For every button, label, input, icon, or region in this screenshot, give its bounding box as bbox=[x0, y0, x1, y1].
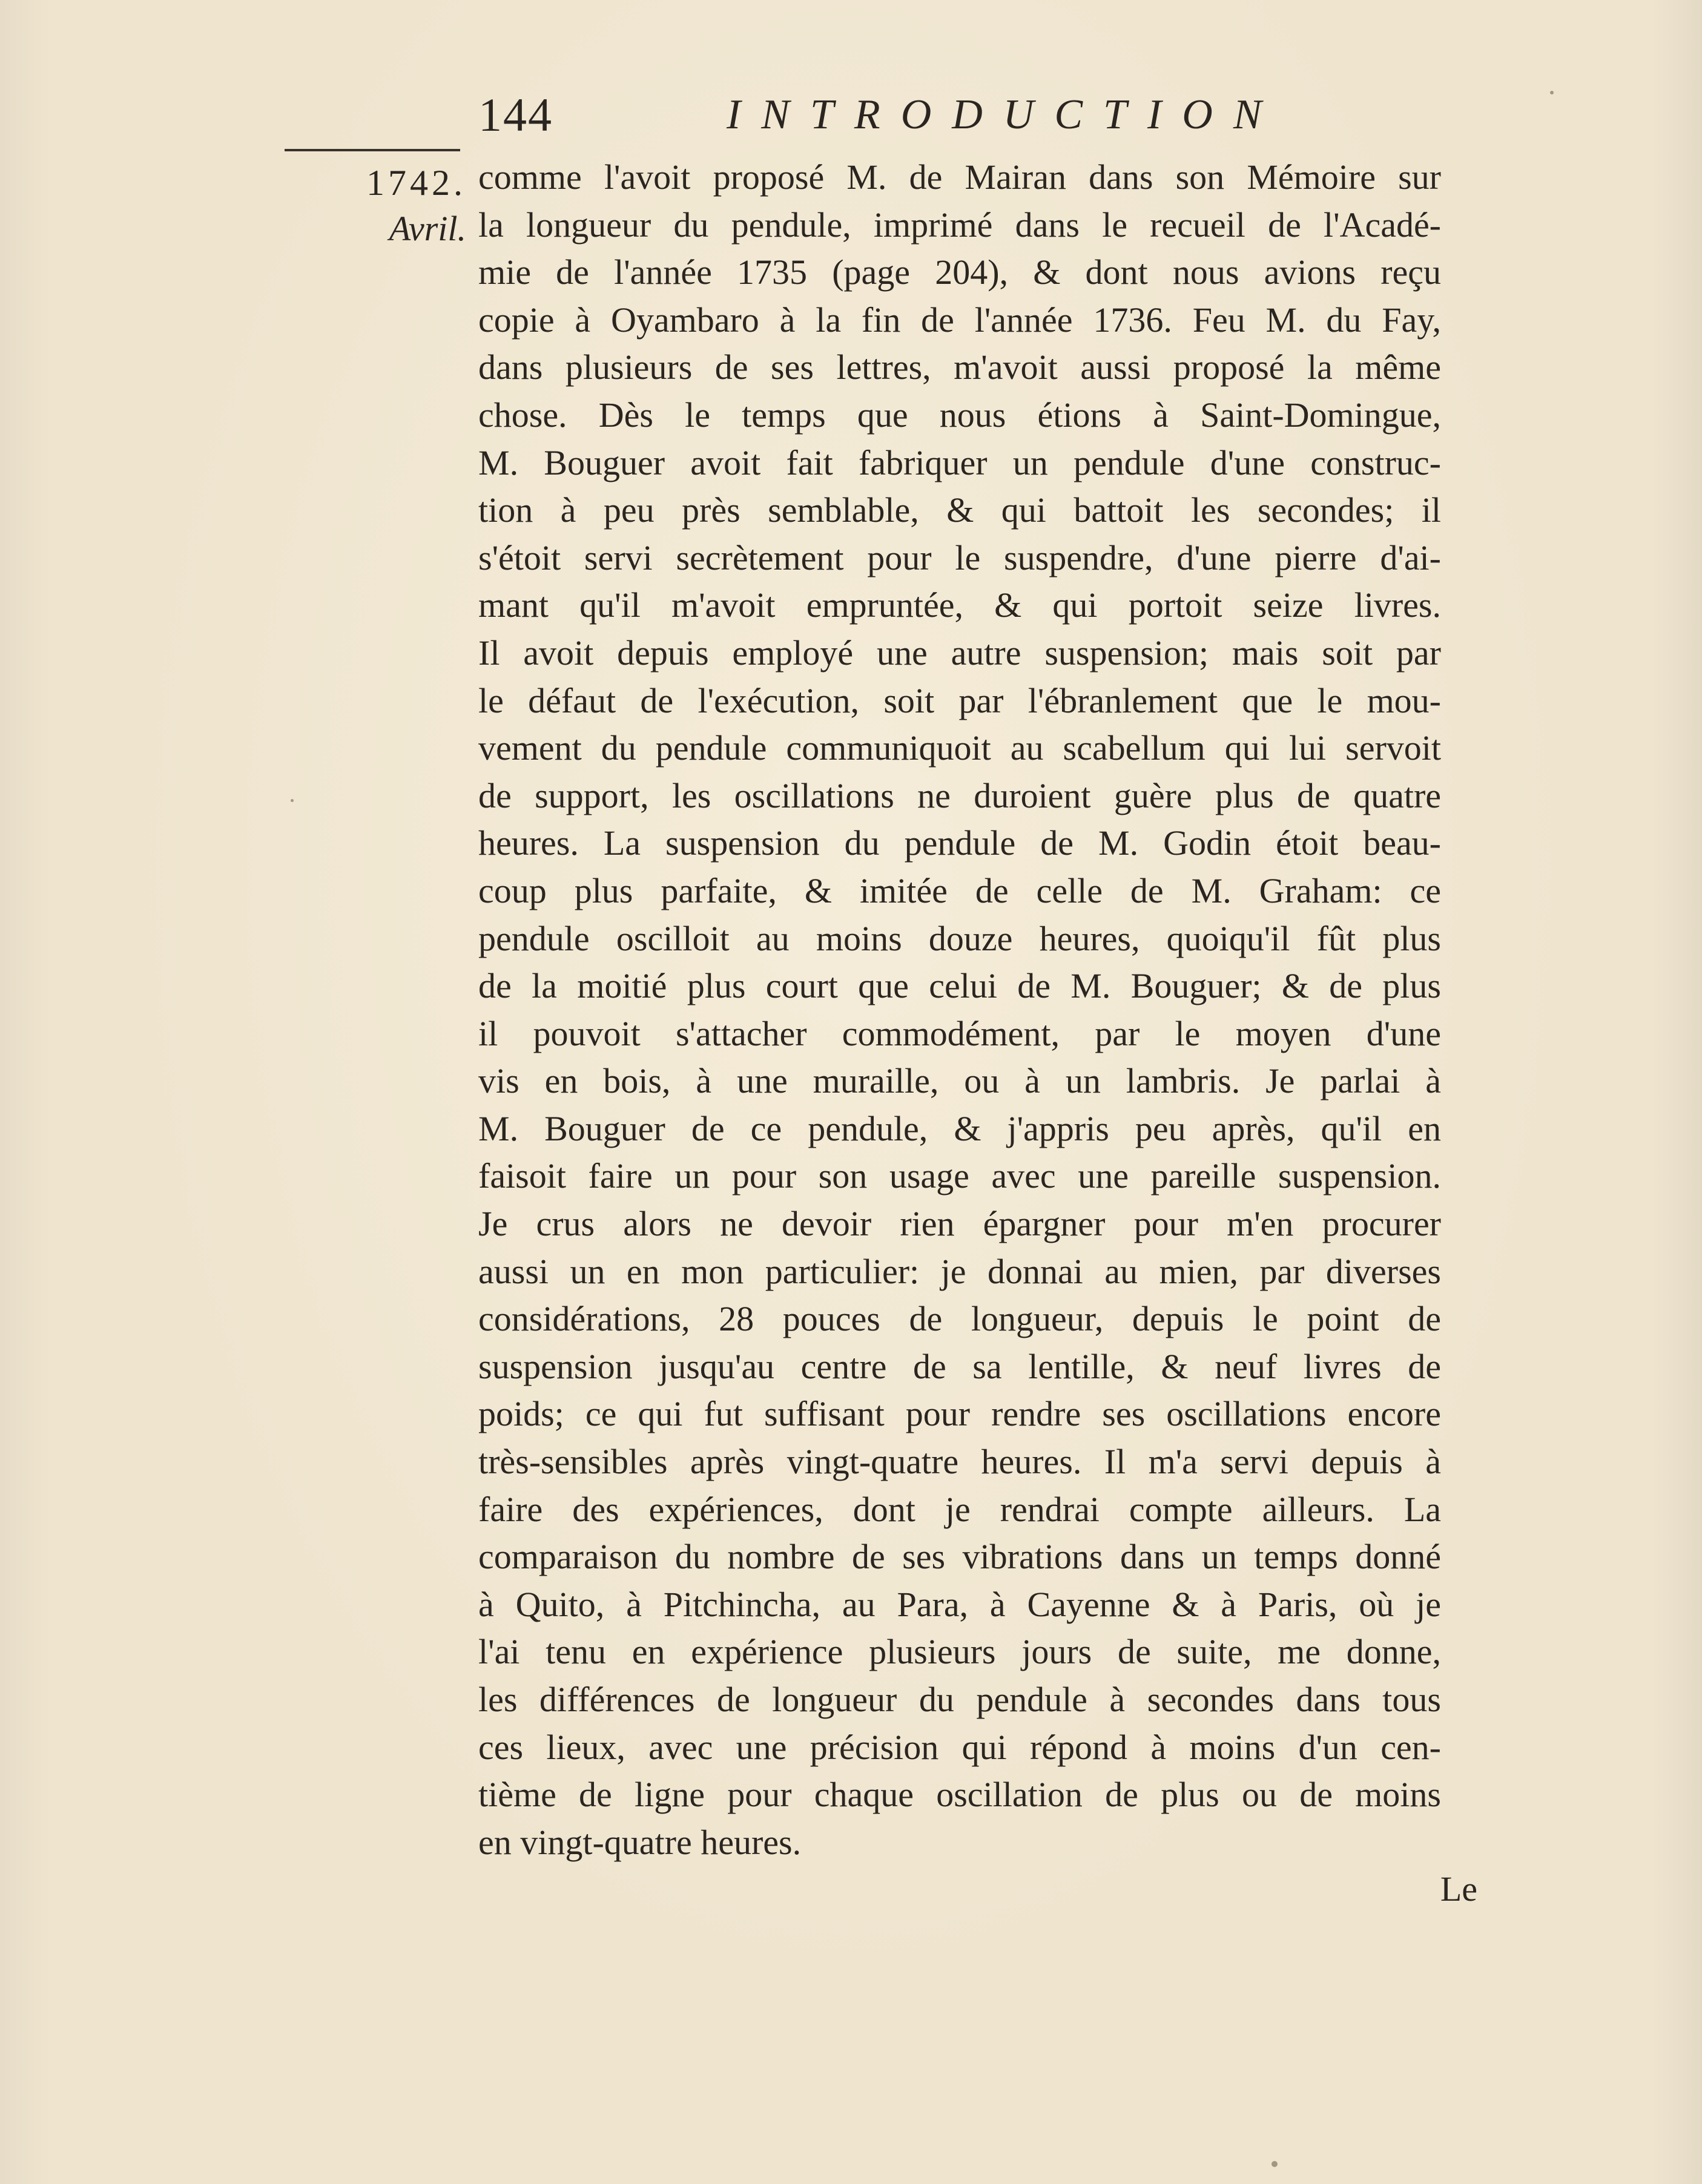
paper-speck bbox=[1272, 2161, 1278, 2167]
text-line: la longueur du pendule, imprimé dans le recueil de l'Acadé- bbox=[478, 205, 1441, 245]
text-line: poids; ce qui fut suffisant pour rendre ses oscillations encore bbox=[478, 1394, 1441, 1434]
text-line: très-sensibles après vingt-quatre heures. Il m'a servi depuis à bbox=[478, 1442, 1441, 1482]
text-line: le défaut de l'exécution, soit par l'ébranlement que le mou- bbox=[478, 680, 1441, 720]
text-line: de support, les oscillations ne duroient guère plus de quatre bbox=[478, 775, 1441, 815]
margin-year: 1742. bbox=[366, 163, 466, 203]
text-line: les différences de longueur du pendule à secondes dans tous bbox=[478, 1680, 1441, 1719]
margin-month: Avril. bbox=[389, 209, 466, 248]
text-line: copie à Oyambaro à la fin de l'année 1736. Feu M. du Fay, bbox=[478, 300, 1441, 340]
text-line: chose. Dès le temps que nous étions à Saint-Domingue, bbox=[478, 395, 1441, 435]
text-line: en vingt-quatre heures. bbox=[478, 1822, 802, 1862]
text-line: s'étoit servi secrètement pour le suspendre, d'une pierre d'ai- bbox=[478, 538, 1441, 577]
margin-rule bbox=[285, 149, 460, 151]
text-line: M. Bouguer de ce pendule, & j'appris peu après, qu'il en bbox=[478, 1108, 1441, 1148]
page-number: 144 bbox=[478, 88, 553, 141]
body-text bbox=[478, 154, 1441, 1866]
text-line: tième de ligne pour chaque oscillation de plus ou de moins bbox=[478, 1775, 1441, 1815]
text-line: faisoit faire un pour son usage avec une pareille suspension. bbox=[478, 1156, 1441, 1196]
text-line: ces lieux, avec une précision qui répond à moins d'un cen- bbox=[478, 1727, 1441, 1767]
text-line: mie de l'année 1735 (page 204), & dont nous avions reçu bbox=[478, 252, 1441, 292]
text-line: coup plus parfaite, & imitée de celle de M. Graham: ce bbox=[478, 870, 1441, 910]
text-line: faire des expériences, dont je rendrai compte ailleurs. La bbox=[478, 1489, 1441, 1529]
text-line: suspension jusqu'au centre de sa lentille, & neuf livres de bbox=[478, 1346, 1441, 1386]
text-line: vis en bois, à une muraille, ou à un lambris. Je parlai à bbox=[478, 1061, 1441, 1101]
paper-speck bbox=[1550, 91, 1554, 94]
running-title: INTRODUCTION bbox=[727, 91, 1282, 138]
text-line: tion à peu près semblable, & qui battoit les secondes; il bbox=[478, 490, 1441, 530]
text-line: aussi un en mon particulier: je donnai au mien, par diverses bbox=[478, 1251, 1441, 1291]
text-line: à Quito, à Pitchincha, au Para, à Cayenne & à Paris, où je bbox=[478, 1584, 1441, 1624]
text-line: considérations, 28 pouces de longueur, depuis le point de bbox=[478, 1299, 1441, 1339]
text-line: comme l'avoit proposé M. de Mairan dans son Mémoire sur bbox=[478, 157, 1441, 197]
text-line: pendule oscilloit au moins douze heures, quoiqu'il fût plus bbox=[478, 918, 1441, 958]
text-line: vement du pendule communiquoit au scabellum qui lui servoit bbox=[478, 728, 1441, 768]
catchword: Le bbox=[1440, 1869, 1477, 1909]
paper-speck bbox=[291, 799, 294, 802]
text-line: de la moitié plus court que celui de M. Bouguer; & de plus bbox=[478, 966, 1441, 1006]
text-line: mant qu'il m'avoit empruntée, & qui portoit seize livres. bbox=[478, 585, 1441, 625]
text-line: il pouvoit s'attacher commodément, par le moyen d'une bbox=[478, 1013, 1441, 1053]
text-line: l'ai tenu en expérience plusieurs jours de suite, me donne, bbox=[478, 1632, 1441, 1672]
text-line: M. Bouguer avoit fait fabriquer un pendule d'une construc- bbox=[478, 442, 1441, 482]
text-line: comparaison du nombre de ses vibrations dans un temps donné bbox=[478, 1537, 1441, 1577]
text-line: Je crus alors ne devoir rien épargner pour m'en procurer bbox=[478, 1204, 1441, 1244]
text-line: Il avoit depuis employé une autre suspension; mais soit par bbox=[478, 633, 1441, 673]
text-line: heures. La suspension du pendule de M. Godin étoit beau- bbox=[478, 823, 1441, 863]
text-line: dans plusieurs de ses lettres, m'avoit aussi proposé la même bbox=[478, 347, 1441, 387]
